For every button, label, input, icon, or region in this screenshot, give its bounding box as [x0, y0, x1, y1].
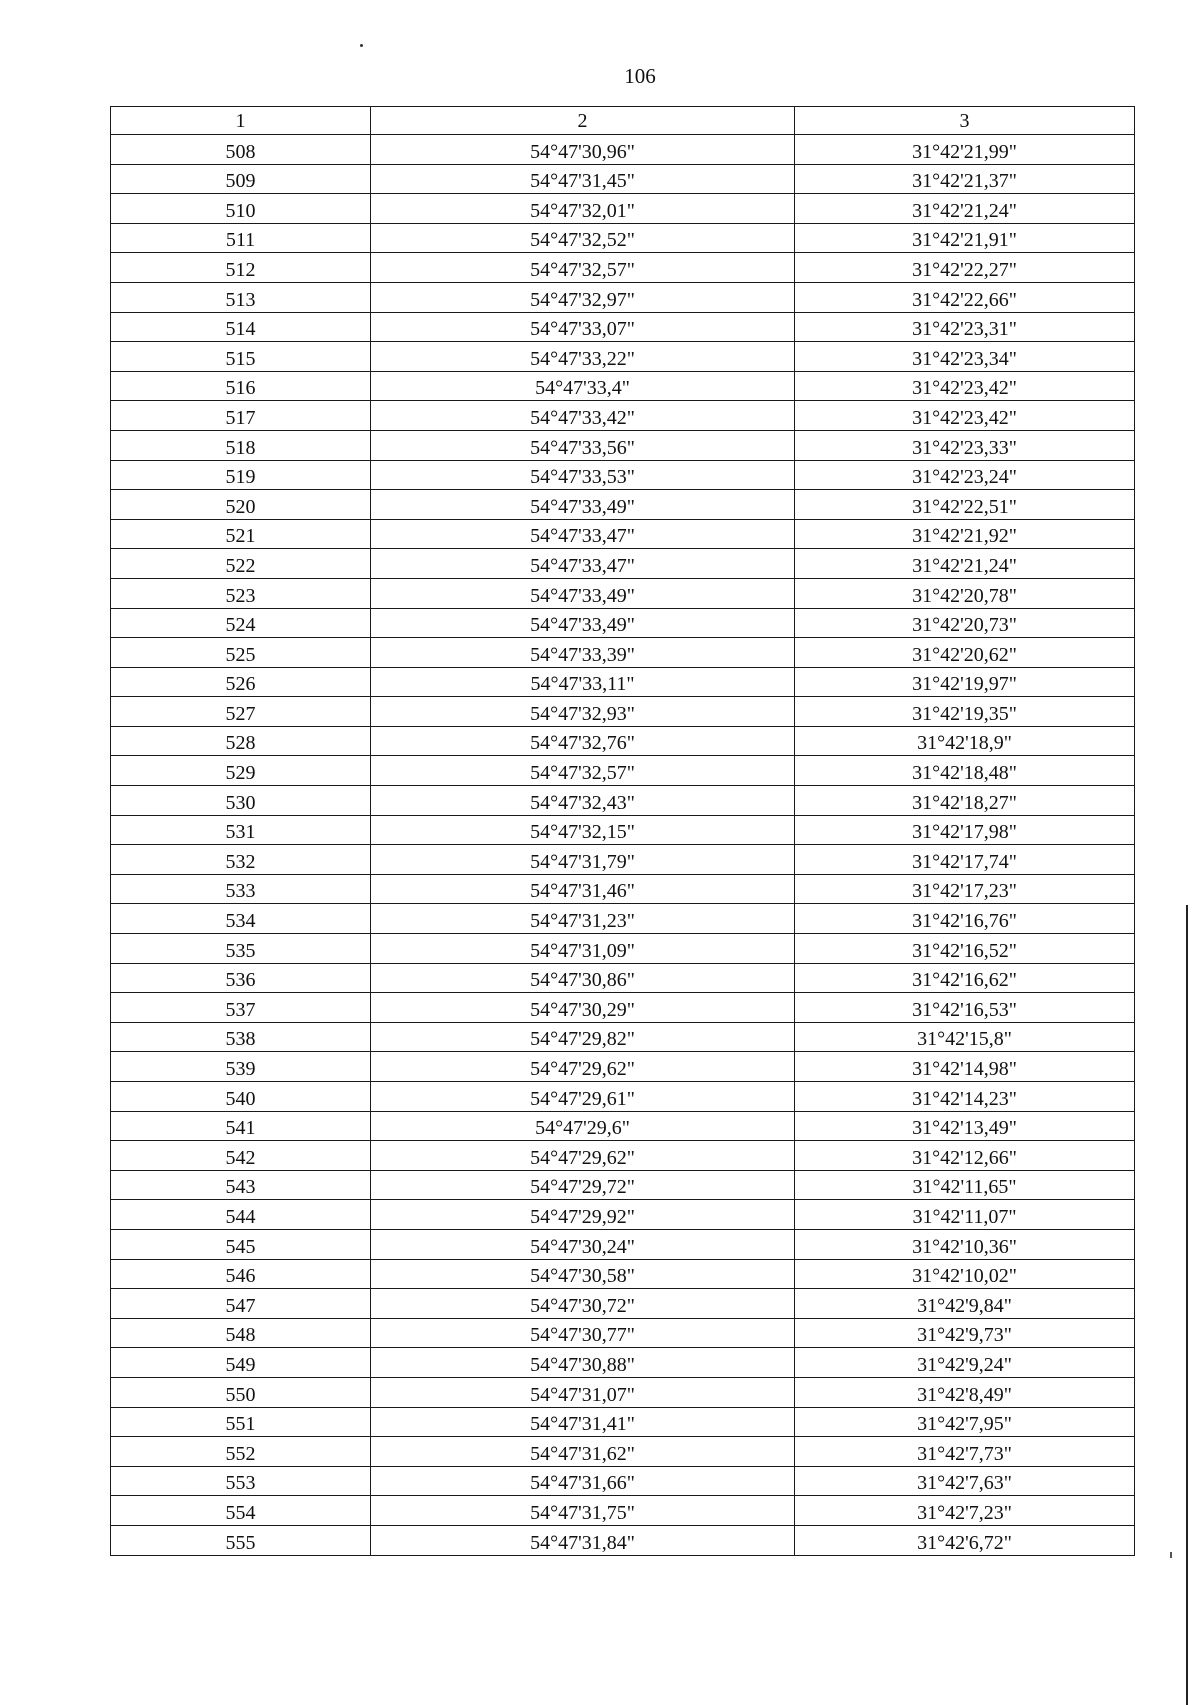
- point-number-cell: 539: [111, 1052, 371, 1082]
- point-number-cell: 516: [111, 371, 371, 401]
- longitude-cell: 31°42'11,07": [795, 1200, 1135, 1230]
- table-row: [111, 342, 1135, 372]
- latitude-cell: 54°47'29,92": [371, 1200, 795, 1230]
- longitude-cell: 31°42'17,98": [795, 815, 1135, 845]
- latitude-cell: 54°47'30,96": [371, 135, 795, 165]
- table-body: [111, 135, 1135, 1556]
- longitude-cell: 31°42'7,63": [795, 1466, 1135, 1496]
- longitude-cell: 31°42'21,92": [795, 519, 1135, 549]
- longitude-cell: 31°42'18,9": [795, 726, 1135, 756]
- table-row: [111, 578, 1135, 608]
- point-number-cell: 541: [111, 1111, 371, 1141]
- point-number-cell: 512: [111, 253, 371, 283]
- table-row: [111, 1289, 1135, 1319]
- latitude-cell: 54°47'31,23": [371, 904, 795, 934]
- table-row: [111, 874, 1135, 904]
- latitude-cell: 54°47'32,76": [371, 726, 795, 756]
- latitude-cell: 54°47'30,77": [371, 1318, 795, 1348]
- point-number-cell: 532: [111, 845, 371, 875]
- longitude-cell: 31°42'21,24": [795, 194, 1135, 224]
- table-row: [111, 786, 1135, 816]
- latitude-cell: 54°47'30,29": [371, 993, 795, 1023]
- table-row: [111, 1377, 1135, 1407]
- longitude-cell: 31°42'15,8": [795, 1022, 1135, 1052]
- table-row: [111, 401, 1135, 431]
- point-number-cell: 545: [111, 1229, 371, 1259]
- longitude-cell: 31°42'16,53": [795, 993, 1135, 1023]
- latitude-cell: 54°47'31,45": [371, 164, 795, 194]
- latitude-cell: 54°47'33,39": [371, 638, 795, 668]
- longitude-cell: 31°42'21,24": [795, 549, 1135, 579]
- point-number-cell: 529: [111, 756, 371, 786]
- point-number-cell: 534: [111, 904, 371, 934]
- longitude-cell: 31°42'23,34": [795, 342, 1135, 372]
- latitude-cell: 54°47'33,07": [371, 312, 795, 342]
- table-row: [111, 1348, 1135, 1378]
- point-number-cell: 523: [111, 578, 371, 608]
- longitude-cell: 31°42'10,36": [795, 1229, 1135, 1259]
- latitude-cell: 54°47'32,93": [371, 697, 795, 727]
- table-row: [111, 460, 1135, 490]
- table-header-row: [111, 107, 1135, 135]
- latitude-cell: 54°47'30,24": [371, 1229, 795, 1259]
- point-number-cell: 521: [111, 519, 371, 549]
- table-row: [111, 371, 1135, 401]
- latitude-cell: 54°47'33,4": [371, 371, 795, 401]
- longitude-cell: 31°42'22,66": [795, 282, 1135, 312]
- table-row: [111, 1082, 1135, 1112]
- point-number-cell: 553: [111, 1466, 371, 1496]
- table-row: [111, 993, 1135, 1023]
- column-header-latitude: 2: [371, 107, 795, 135]
- longitude-cell: 31°42'21,91": [795, 223, 1135, 253]
- table-row: [111, 1466, 1135, 1496]
- longitude-cell: 31°42'17,74": [795, 845, 1135, 875]
- point-number-cell: 511: [111, 223, 371, 253]
- longitude-cell: 31°42'19,97": [795, 667, 1135, 697]
- longitude-cell: 31°42'11,65": [795, 1170, 1135, 1200]
- column-header-longitude: 3: [795, 107, 1135, 135]
- longitude-cell: 31°42'22,51": [795, 490, 1135, 520]
- latitude-cell: 54°47'33,47": [371, 549, 795, 579]
- longitude-cell: 31°42'23,33": [795, 430, 1135, 460]
- longitude-cell: 31°42'21,99": [795, 135, 1135, 165]
- table-row: [111, 1141, 1135, 1171]
- longitude-cell: 31°42'19,35": [795, 697, 1135, 727]
- longitude-cell: 31°42'16,76": [795, 904, 1135, 934]
- latitude-cell: 54°47'31,46": [371, 874, 795, 904]
- scan-edge-line: [1186, 905, 1188, 1705]
- point-number-cell: 551: [111, 1407, 371, 1437]
- point-number-cell: 522: [111, 549, 371, 579]
- longitude-cell: 31°42'14,98": [795, 1052, 1135, 1082]
- latitude-cell: 54°47'31,07": [371, 1377, 795, 1407]
- point-number-cell: 509: [111, 164, 371, 194]
- table-row: [111, 1437, 1135, 1467]
- latitude-cell: 54°47'33,53": [371, 460, 795, 490]
- longitude-cell: 31°42'23,31": [795, 312, 1135, 342]
- table-row: [111, 726, 1135, 756]
- longitude-cell: 31°42'23,24": [795, 460, 1135, 490]
- latitude-cell: 54°47'29,62": [371, 1141, 795, 1171]
- latitude-cell: 54°47'31,79": [371, 845, 795, 875]
- point-number-cell: 547: [111, 1289, 371, 1319]
- table-row: [111, 312, 1135, 342]
- longitude-cell: 31°42'13,49": [795, 1111, 1135, 1141]
- longitude-cell: 31°42'20,78": [795, 578, 1135, 608]
- table-row: [111, 253, 1135, 283]
- table-row: [111, 223, 1135, 253]
- longitude-cell: 31°42'9,24": [795, 1348, 1135, 1378]
- longitude-cell: 31°42'9,84": [795, 1289, 1135, 1319]
- longitude-cell: 31°42'14,23": [795, 1082, 1135, 1112]
- longitude-cell: 31°42'9,73": [795, 1318, 1135, 1348]
- point-number-cell: 531: [111, 815, 371, 845]
- point-number-cell: 528: [111, 726, 371, 756]
- point-number-cell: 535: [111, 934, 371, 964]
- table-row: [111, 1229, 1135, 1259]
- latitude-cell: 54°47'31,62": [371, 1437, 795, 1467]
- point-number-cell: 548: [111, 1318, 371, 1348]
- latitude-cell: 54°47'30,88": [371, 1348, 795, 1378]
- longitude-cell: 31°42'18,48": [795, 756, 1135, 786]
- longitude-cell: 31°42'6,72": [795, 1525, 1135, 1555]
- latitude-cell: 54°47'31,84": [371, 1525, 795, 1555]
- latitude-cell: 54°47'31,66": [371, 1466, 795, 1496]
- latitude-cell: 54°47'30,58": [371, 1259, 795, 1289]
- point-number-cell: 524: [111, 608, 371, 638]
- latitude-cell: 54°47'33,49": [371, 490, 795, 520]
- latitude-cell: 54°47'31,75": [371, 1496, 795, 1526]
- table-row: [111, 430, 1135, 460]
- latitude-cell: 54°47'32,43": [371, 786, 795, 816]
- point-number-cell: 552: [111, 1437, 371, 1467]
- latitude-cell: 54°47'33,49": [371, 578, 795, 608]
- point-number-cell: 514: [111, 312, 371, 342]
- latitude-cell: 54°47'29,62": [371, 1052, 795, 1082]
- point-number-cell: 525: [111, 638, 371, 668]
- point-number-cell: 508: [111, 135, 371, 165]
- longitude-cell: 31°42'20,73": [795, 608, 1135, 638]
- latitude-cell: 54°47'29,61": [371, 1082, 795, 1112]
- point-number-cell: 510: [111, 194, 371, 224]
- longitude-cell: 31°42'17,23": [795, 874, 1135, 904]
- table-row: [111, 1200, 1135, 1230]
- scan-edge-mark: [1170, 1552, 1172, 1558]
- coordinates-table: [110, 106, 1135, 1556]
- table-row: [111, 667, 1135, 697]
- longitude-cell: 31°42'7,95": [795, 1407, 1135, 1437]
- point-number-cell: 527: [111, 697, 371, 727]
- point-number-cell: 520: [111, 490, 371, 520]
- latitude-cell: 54°47'30,86": [371, 963, 795, 993]
- longitude-cell: 31°42'20,62": [795, 638, 1135, 668]
- table-row: [111, 1111, 1135, 1141]
- point-number-cell: 537: [111, 993, 371, 1023]
- point-number-cell: 554: [111, 1496, 371, 1526]
- latitude-cell: 54°47'32,15": [371, 815, 795, 845]
- point-number-cell: 526: [111, 667, 371, 697]
- table-row: [111, 1022, 1135, 1052]
- longitude-cell: 31°42'23,42": [795, 401, 1135, 431]
- latitude-cell: 54°47'31,41": [371, 1407, 795, 1437]
- table-row: [111, 549, 1135, 579]
- point-number-cell: 550: [111, 1377, 371, 1407]
- table-row: [111, 1052, 1135, 1082]
- latitude-cell: 54°47'32,52": [371, 223, 795, 253]
- point-number-cell: 540: [111, 1082, 371, 1112]
- latitude-cell: 54°47'33,56": [371, 430, 795, 460]
- latitude-cell: 54°47'29,72": [371, 1170, 795, 1200]
- longitude-cell: 31°42'16,62": [795, 963, 1135, 993]
- table-row: [111, 490, 1135, 520]
- longitude-cell: 31°42'8,49": [795, 1377, 1135, 1407]
- column-header-point-number: 1: [111, 107, 371, 135]
- point-number-cell: 546: [111, 1259, 371, 1289]
- latitude-cell: 54°47'30,72": [371, 1289, 795, 1319]
- latitude-cell: 54°47'29,82": [371, 1022, 795, 1052]
- table-row: [111, 963, 1135, 993]
- table-row: [111, 1525, 1135, 1555]
- table-row: [111, 1318, 1135, 1348]
- point-number-cell: 549: [111, 1348, 371, 1378]
- table-header: [111, 107, 1135, 135]
- table-row: [111, 519, 1135, 549]
- table-row: [111, 1496, 1135, 1526]
- latitude-cell: 54°47'33,47": [371, 519, 795, 549]
- table-row: [111, 164, 1135, 194]
- latitude-cell: 54°47'31,09": [371, 934, 795, 964]
- table-row: [111, 697, 1135, 727]
- point-number-cell: 538: [111, 1022, 371, 1052]
- table-row: [111, 934, 1135, 964]
- longitude-cell: 31°42'7,73": [795, 1437, 1135, 1467]
- latitude-cell: 54°47'32,57": [371, 756, 795, 786]
- latitude-cell: 54°47'33,49": [371, 608, 795, 638]
- longitude-cell: 31°42'22,27": [795, 253, 1135, 283]
- point-number-cell: 518: [111, 430, 371, 460]
- point-number-cell: 544: [111, 1200, 371, 1230]
- table-row: [111, 1259, 1135, 1289]
- point-number-cell: 517: [111, 401, 371, 431]
- latitude-cell: 54°47'32,01": [371, 194, 795, 224]
- longitude-cell: 31°42'7,23": [795, 1496, 1135, 1526]
- page-number: 106: [624, 64, 656, 88]
- point-number-cell: 515: [111, 342, 371, 372]
- latitude-cell: 54°47'29,6": [371, 1111, 795, 1141]
- scan-speck: [360, 44, 363, 47]
- point-number-cell: 543: [111, 1170, 371, 1200]
- table-row: [111, 756, 1135, 786]
- longitude-cell: 31°42'12,66": [795, 1141, 1135, 1171]
- longitude-cell: 31°42'21,37": [795, 164, 1135, 194]
- point-number-cell: 542: [111, 1141, 371, 1171]
- latitude-cell: 54°47'33,11": [371, 667, 795, 697]
- longitude-cell: 31°42'18,27": [795, 786, 1135, 816]
- table-row: [111, 608, 1135, 638]
- point-number-cell: 533: [111, 874, 371, 904]
- point-number-cell: 536: [111, 963, 371, 993]
- table-row: [111, 282, 1135, 312]
- table-row: [111, 845, 1135, 875]
- table-row: [111, 904, 1135, 934]
- longitude-cell: 31°42'23,42": [795, 371, 1135, 401]
- latitude-cell: 54°47'32,57": [371, 253, 795, 283]
- table-row: [111, 638, 1135, 668]
- longitude-cell: 31°42'10,02": [795, 1259, 1135, 1289]
- latitude-cell: 54°47'33,42": [371, 401, 795, 431]
- table-row: [111, 1407, 1135, 1437]
- point-number-cell: 530: [111, 786, 371, 816]
- latitude-cell: 54°47'32,97": [371, 282, 795, 312]
- table-row: [111, 135, 1135, 165]
- point-number-cell: 513: [111, 282, 371, 312]
- point-number-cell: 555: [111, 1525, 371, 1555]
- latitude-cell: 54°47'33,22": [371, 342, 795, 372]
- longitude-cell: 31°42'16,52": [795, 934, 1135, 964]
- table-row: [111, 1170, 1135, 1200]
- point-number-cell: 519: [111, 460, 371, 490]
- table-row: [111, 815, 1135, 845]
- table-row: [111, 194, 1135, 224]
